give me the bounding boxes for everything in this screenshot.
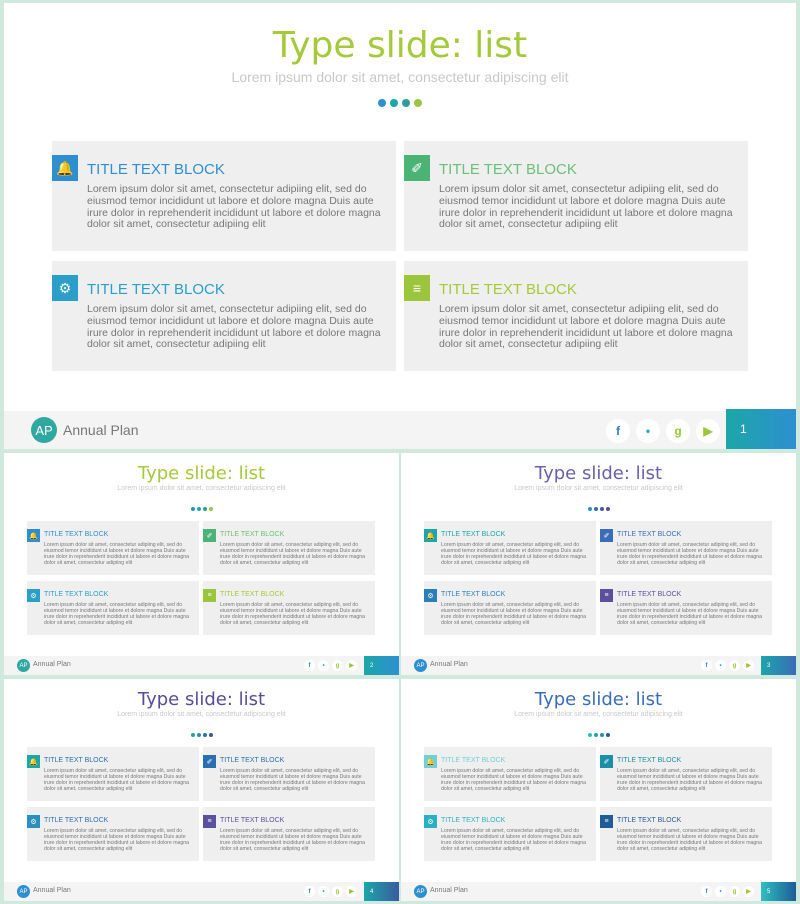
text-block-card [600,807,772,861]
dot [197,733,201,737]
brand-logo: AP [414,885,427,898]
slide-footer [401,656,796,675]
social-links [304,886,360,897]
dot [606,507,610,511]
card-title: TITLE TEXT BLOCK [44,817,109,824]
text-block-card [203,581,375,635]
text-block-card [52,261,396,371]
card-body: Lorem ipsum dolor sit amet, consectetur adipiing elit, sed do eiusmod temor incididunt ut labore et dolore magna Duis aute irure dolor in reprehenderit incididunt ut labore et dolore magna dolor sit amet, consectetur adipiing elit [441,828,587,852]
slide-number: 1 [726,409,796,449]
social-links [701,886,757,897]
brand-logo: AP [17,659,30,672]
card-body: Lorem ipsum dolor sit amet, consectetur adipiing elit, sed do eiusmod temor incididunt ut labore et dolore magna Duis aute irure dolor in reprehenderit incididunt ut labore et dolore magna dolor sit amet, consectetur adipiing elit [87,183,381,231]
facebook-icon[interactable]: f [606,419,630,443]
text-block-card [600,747,772,801]
slide-subtitle: Lorem ipsum dolor sit amet, consectetur adipiscing elit [117,711,286,718]
title-dots [4,498,399,516]
slide-title: Type slide: list [137,689,266,710]
text-block-card [203,807,375,861]
slide-5[interactable] [401,679,796,901]
dot [594,733,598,737]
slide-subtitle: Lorem ipsum dolor sit amet, consectetur adipiscing elit [117,485,286,492]
card-title: TITLE TEXT BLOCK [220,591,285,598]
card-body: Lorem ipsum dolor sit amet, consectetur adipiing elit, sed do eiusmod temor incididunt ut labore et dolore magna Duis aute irure dolor in reprehenderit incididunt ut labore et dolore magna dolor sit amet, consectetur adipiing elit [441,602,587,626]
database-icon: ≡ [600,589,613,602]
gears-icon: ⚙ [424,589,437,602]
dot [191,507,195,511]
text-block-card [203,747,375,801]
title-dots [4,724,399,742]
footer-label: Annual Plan [33,887,71,894]
text-block-card [27,521,199,575]
dot [588,507,592,511]
text-block-card [52,141,396,251]
card-title: TITLE TEXT BLOCK [220,531,285,538]
title-dots [401,724,796,742]
card-title: TITLE TEXT BLOCK [441,591,506,598]
dot [594,507,598,511]
footer-label: Annual Plan [33,661,71,668]
card-body: Lorem ipsum dolor sit amet, consectetur adipiing elit, sed do eiusmod temor incididunt ut labore et dolore magna Duis aute irure dolor in reprehenderit incididunt ut labore et dolore magna dolor sit amet, consectetur adipiing elit [44,542,190,566]
card-body: Lorem ipsum dolor sit amet, consectetur adipiing elit, sed do eiusmod temor incididunt ut labore et dolore magna Duis aute irure dolor in reprehenderit incididunt ut labore et dolore magna dolor sit amet, consectetur adipiing elit [439,183,733,231]
card-body: Lorem ipsum dolor sit amet, consectetur adipiing elit, sed do eiusmod temor incididunt ut labore et dolore magna Duis aute irure dolor in reprehenderit incididunt ut labore et dolore magna dolor sit amet, consectetur adipiing elit [44,768,190,792]
slide-title: Type slide: list [534,689,663,710]
twitter-icon[interactable]: • [636,419,660,443]
dot [414,99,422,107]
twitter-icon[interactable]: • [715,886,726,897]
title-dots [401,498,796,516]
slide-3[interactable] [401,453,796,675]
card-body: Lorem ipsum dolor sit amet, consectetur adipiing elit, sed do eiusmod temor incididunt ut labore et dolore magna Duis aute irure dolor in reprehenderit incididunt ut labore et dolore magna dolor sit amet, consectetur adipiing elit [220,768,366,792]
footer-label: Annual Plan [63,422,139,438]
slide-title: Type slide: list [534,463,663,484]
card-title: TITLE TEXT BLOCK [439,161,577,178]
database-icon: ≡ [203,815,216,828]
card-title: TITLE TEXT BLOCK [87,281,225,298]
facebook-icon[interactable]: f [701,886,712,897]
slide-subtitle: Lorem ipsum dolor sit amet, consectetur adipiscing elit [514,711,683,718]
card-body: Lorem ipsum dolor sit amet, consectetur adipiing elit, sed do eiusmod temor incididunt ut labore et dolore magna Duis aute irure dolor in reprehenderit incididunt ut labore et dolore magna dolor sit amet, consectetur adipiing elit [44,602,190,626]
dot [402,99,410,107]
google-plus-icon[interactable]: g [729,886,740,897]
bell-icon: 🔔 [52,155,78,181]
dropper-icon: ✐ [600,755,613,768]
card-body: Lorem ipsum dolor sit amet, consectetur adipiing elit, sed do eiusmod temor incididunt ut labore et dolore magna Duis aute irure dolor in reprehenderit incididunt ut labore et dolore magna dolor sit amet, consectetur adipiing elit [441,768,587,792]
slide-1[interactable] [4,3,796,449]
dot [203,733,207,737]
social-links [606,419,726,443]
brand-logo: AP [17,885,30,898]
card-title: TITLE TEXT BLOCK [617,591,682,598]
card-title: TITLE TEXT BLOCK [220,817,285,824]
text-block-card [27,581,199,635]
slide-title: Type slide: list [272,25,528,66]
social-links [304,660,360,671]
dot [600,507,604,511]
card-title: TITLE TEXT BLOCK [87,161,225,178]
database-icon: ≡ [600,815,613,828]
dot [606,733,610,737]
text-block-card [203,521,375,575]
card-title: TITLE TEXT BLOCK [617,757,682,764]
dropper-icon: ✐ [203,529,216,542]
gears-icon: ⚙ [52,275,78,301]
card-body: Lorem ipsum dolor sit amet, consectetur adipiing elit, sed do eiusmod temor incididunt ut labore et dolore magna Duis aute irure dolor in reprehenderit incididunt ut labore et dolore magna dolor sit amet, consectetur adipiing elit [220,542,366,566]
card-title: TITLE TEXT BLOCK [617,531,682,538]
brand-logo: AP [414,659,427,672]
card-title: TITLE TEXT BLOCK [44,591,109,598]
slide-number: 2 [364,656,399,675]
twitter-icon[interactable]: • [318,660,329,671]
card-title: TITLE TEXT BLOCK [220,757,285,764]
slide-subtitle: Lorem ipsum dolor sit amet, consectetur adipiscing elit [231,69,569,85]
slide-2[interactable] [4,453,399,675]
bell-icon: 🔔 [424,755,437,768]
dot [209,507,213,511]
slide-number: 4 [364,882,399,901]
text-block-card [27,807,199,861]
slide-footer [4,411,796,449]
text-block-card [424,521,596,575]
card-body: Lorem ipsum dolor sit amet, consectetur adipiing elit, sed do eiusmod temor incididunt ut labore et dolore magna Duis aute irure dolor in reprehenderit incididunt ut labore et dolore magna dolor sit amet, consectetur adipiing elit [220,828,366,852]
dot [390,99,398,107]
dot [197,507,201,511]
text-block-card [424,807,596,861]
bell-icon: 🔔 [424,529,437,542]
dot [588,733,592,737]
text-block-card [404,141,748,251]
card-body: Lorem ipsum dolor sit amet, consectetur adipiing elit, sed do eiusmod temor incididunt ut labore et dolore magna Duis aute irure dolor in reprehenderit incididunt ut labore et dolore magna dolor sit amet, consectetur adipiing elit [44,828,190,852]
google-plus-icon[interactable]: g [332,886,343,897]
slide-number: 5 [761,882,796,901]
facebook-icon[interactable]: f [304,660,315,671]
brand-logo: AP [31,417,57,443]
facebook-icon[interactable]: f [304,886,315,897]
text-block-card [424,581,596,635]
card-body: Lorem ipsum dolor sit amet, consectetur adipiing elit, sed do eiusmod temor incididunt ut labore et dolore magna Duis aute irure dolor in reprehenderit incididunt ut labore et dolore magna dolor sit amet, consectetur adipiing elit [617,602,763,626]
social-links [701,660,757,671]
facebook-icon[interactable]: f [701,660,712,671]
card-title: TITLE TEXT BLOCK [441,817,506,824]
dot [209,733,213,737]
database-icon: ≡ [404,275,430,301]
slide-number: 3 [761,656,796,675]
card-title: TITLE TEXT BLOCK [441,757,506,764]
slide-4[interactable] [4,679,399,901]
dot [203,507,207,511]
slide-subtitle: Lorem ipsum dolor sit amet, consectetur adipiscing elit [514,485,683,492]
twitter-icon[interactable]: • [715,660,726,671]
bell-icon: 🔔 [27,755,40,768]
dropper-icon: ✐ [203,755,216,768]
youtube-icon[interactable]: ▶ [346,886,357,897]
card-title: TITLE TEXT BLOCK [617,817,682,824]
text-block-card [600,581,772,635]
gears-icon: ⚙ [27,589,40,602]
dot [191,733,195,737]
card-title: TITLE TEXT BLOCK [44,531,109,538]
slide-footer [4,882,399,901]
youtube-icon[interactable]: ▶ [696,419,720,443]
footer-label: Annual Plan [430,887,468,894]
dropper-icon: ✐ [404,155,430,181]
slide-footer [4,656,399,675]
google-plus-icon[interactable]: g [729,660,740,671]
youtube-icon[interactable]: ▶ [743,886,754,897]
dot [600,733,604,737]
dot [378,99,386,107]
card-title: TITLE TEXT BLOCK [439,281,577,298]
slide-footer [401,882,796,901]
card-title: TITLE TEXT BLOCK [44,757,109,764]
youtube-icon[interactable]: ▶ [346,660,357,671]
database-icon: ≡ [203,589,216,602]
text-block-card [404,261,748,371]
google-plus-icon[interactable]: g [666,419,690,443]
youtube-icon[interactable]: ▶ [743,660,754,671]
card-body: Lorem ipsum dolor sit amet, consectetur adipiing elit, sed do eiusmod temor incididunt ut labore et dolore magna Duis aute irure dolor in reprehenderit incididunt ut labore et dolore magna dolor sit amet, consectetur adipiing elit [220,602,366,626]
card-body: Lorem ipsum dolor sit amet, consectetur adipiing elit, sed do eiusmod temor incididunt ut labore et dolore magna Duis aute irure dolor in reprehenderit incididunt ut labore et dolore magna dolor sit amet, consectetur adipiing elit [439,303,733,351]
card-body: Lorem ipsum dolor sit amet, consectetur adipiing elit, sed do eiusmod temor incididunt ut labore et dolore magna Duis aute irure dolor in reprehenderit incididunt ut labore et dolore magna dolor sit amet, consectetur adipiing elit [441,542,587,566]
footer-label: Annual Plan [430,661,468,668]
text-block-card [424,747,596,801]
slide-title: Type slide: list [137,463,266,484]
google-plus-icon[interactable]: g [332,660,343,671]
gears-icon: ⚙ [424,815,437,828]
card-body: Lorem ipsum dolor sit amet, consectetur adipiing elit, sed do eiusmod temor incididunt ut labore et dolore magna Duis aute irure dolor in reprehenderit incididunt ut labore et dolore magna dolor sit amet, consectetur adipiing elit [617,542,763,566]
title-dots [4,94,796,112]
card-body: Lorem ipsum dolor sit amet, consectetur adipiing elit, sed do eiusmod temor incididunt ut labore et dolore magna Duis aute irure dolor in reprehenderit incididunt ut labore et dolore magna dolor sit amet, consectetur adipiing elit [87,303,381,351]
twitter-icon[interactable]: • [318,886,329,897]
bell-icon: 🔔 [27,529,40,542]
dropper-icon: ✐ [600,529,613,542]
text-block-card [27,747,199,801]
text-block-card [600,521,772,575]
gears-icon: ⚙ [27,815,40,828]
card-title: TITLE TEXT BLOCK [441,531,506,538]
card-body: Lorem ipsum dolor sit amet, consectetur adipiing elit, sed do eiusmod temor incididunt ut labore et dolore magna Duis aute irure dolor in reprehenderit incididunt ut labore et dolore magna dolor sit amet, consectetur adipiing elit [617,828,763,852]
card-body: Lorem ipsum dolor sit amet, consectetur adipiing elit, sed do eiusmod temor incididunt ut labore et dolore magna Duis aute irure dolor in reprehenderit incididunt ut labore et dolore magna dolor sit amet, consectetur adipiing elit [617,768,763,792]
